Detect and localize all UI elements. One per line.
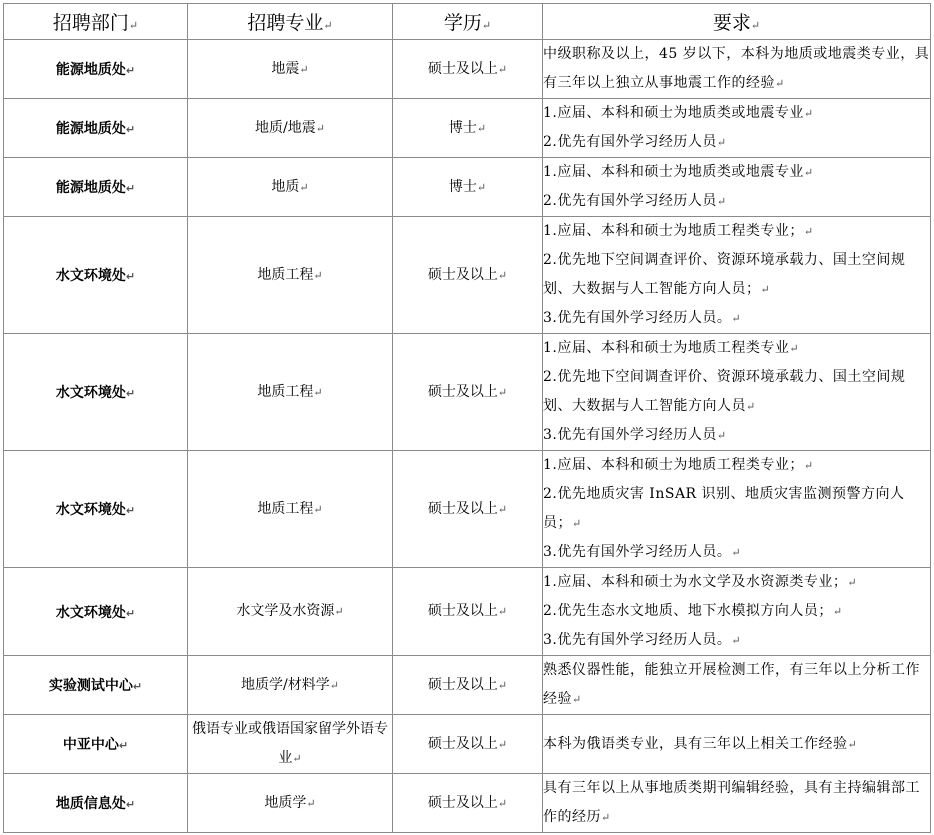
- requirement-line: 1.应届、本科和硕士为地质类或地震专业↵: [543, 164, 814, 180]
- paragraph-mark: ↵: [832, 605, 843, 618]
- requirement-line: 具有三年以上从事地质类期刊编辑经验，具有主持编辑部工作的经历↵: [543, 780, 920, 825]
- paragraph-mark: ↵: [306, 796, 316, 810]
- table-row: [4, 451, 931, 568]
- requirement-line: 2.优先地下空间调查评价、资源环境承载力、国土空间规划、大数据与人工智能方向人员；↵: [543, 252, 906, 297]
- paragraph-mark: ↵: [125, 798, 136, 811]
- cell-department: 水文环境处↵: [4, 568, 188, 656]
- paragraph-mark: ↵: [803, 107, 814, 120]
- paragraph-mark: ↵: [803, 225, 814, 238]
- cell-requirements: [543, 99, 931, 158]
- cell-requirements: [543, 656, 931, 715]
- paragraph-mark: ↵: [572, 517, 582, 530]
- requirement-line: 1.应届、本科和硕士为地质工程类专业；↵: [543, 223, 814, 239]
- requirement-line: 2.优先有国外学习经历人员↵: [543, 193, 727, 209]
- cell-major: 水文学及水资源↵: [188, 568, 393, 656]
- paragraph-mark: ↵: [716, 195, 727, 208]
- paragraph-mark: ↵: [125, 182, 136, 195]
- cell-major: 地质工程↵: [188, 334, 393, 451]
- cell-department: 水文环境处↵: [4, 334, 188, 451]
- table-header-row: [4, 4, 931, 40]
- requirement-line: 2.优先地下空间调查评价、资源环境承载力、国土空间规划、大数据与人工智能方向人员↵: [543, 369, 906, 414]
- requirement-line: 1.应届、本科和硕士为地质类或地震专业↵: [543, 105, 814, 121]
- table-row: [4, 40, 931, 99]
- paragraph-mark: ↵: [572, 693, 582, 706]
- paragraph-mark: ↵: [746, 400, 756, 413]
- requirement-line: 2.优先地质灾害 InSAR 识别、地质灾害监测预警方向人员；↵: [543, 486, 905, 531]
- cell-requirements: [543, 451, 931, 568]
- cell-major: 地质/地震↵: [188, 99, 393, 158]
- cell-department: 能源地质处↵: [4, 40, 188, 99]
- cell-department: 中亚中心↵: [4, 715, 188, 774]
- cell-requirements: [543, 568, 931, 656]
- paragraph-mark: ↵: [476, 180, 487, 194]
- table-row: [4, 568, 931, 656]
- paragraph-mark: ↵: [497, 737, 508, 751]
- paragraph-mark: ↵: [497, 62, 508, 76]
- cell-education: 博士↵: [393, 99, 543, 158]
- paragraph-mark: ↵: [125, 387, 136, 400]
- paragraph-mark: ↵: [789, 342, 800, 355]
- paragraph-mark: ↵: [313, 385, 323, 399]
- paragraph-mark: ↵: [118, 739, 129, 752]
- paragraph-mark: ↵: [299, 62, 309, 76]
- paragraph-mark: ↵: [128, 19, 139, 32]
- paragraph-mark: ↵: [292, 752, 302, 765]
- paragraph-mark: ↵: [125, 270, 136, 283]
- table-row: [4, 774, 931, 833]
- requirement-line: 中级职称及以上，45 岁以下，本科为地质或地震类专业，具有三年以上独立从事地震工作的经验↵: [543, 46, 930, 91]
- cell-education: 硕士及以上↵: [393, 568, 543, 656]
- table-row: [4, 158, 931, 217]
- cell-department: 水文环境处↵: [4, 217, 188, 334]
- requirement-line: 3.优先有国外学习经历人员。↵: [543, 544, 742, 560]
- paragraph-mark: ↵: [847, 576, 858, 589]
- cell-department: 能源地质处↵: [4, 158, 188, 217]
- paragraph-mark: ↵: [760, 283, 771, 296]
- requirement-line: 2.优先有国外学习经历人员↵: [543, 134, 727, 150]
- paragraph-mark: ↵: [497, 385, 508, 399]
- cell-education: 硕士及以上↵: [393, 715, 543, 774]
- paragraph-mark: ↵: [775, 77, 785, 90]
- paragraph-mark: ↵: [299, 180, 309, 194]
- recruitment-table: [3, 3, 931, 833]
- paragraph-mark: ↵: [125, 606, 136, 620]
- cell-education: 硕士及以上↵: [393, 217, 543, 334]
- paragraph-mark: ↵: [315, 121, 325, 135]
- cell-requirements: [543, 40, 931, 99]
- cell-education: 硕士及以上↵: [393, 774, 543, 833]
- paragraph-mark: ↵: [497, 796, 508, 810]
- paragraph-mark: ↵: [731, 546, 742, 559]
- requirement-line: 1.应届、本科和硕士为地质工程类专业；↵: [543, 457, 814, 473]
- cell-major: 地质学↵: [188, 774, 393, 833]
- paragraph-mark: ↵: [313, 268, 323, 282]
- table-row: [4, 99, 931, 158]
- paragraph-mark: ↵: [803, 166, 814, 179]
- paragraph-mark: ↵: [803, 459, 814, 472]
- requirement-line: 本科为俄语类专业，具有三年以上相关工作经验↵: [543, 735, 858, 752]
- paragraph-mark: ↵: [847, 737, 858, 751]
- requirement-line: 1.应届、本科和硕士为地质工程类专业↵: [543, 340, 800, 356]
- cell-education: 博士↵: [393, 158, 543, 217]
- paragraph-mark: ↵: [125, 504, 136, 517]
- table-row: [4, 334, 931, 451]
- cell-requirements: [543, 715, 931, 774]
- cell-department: 实验测试中心↵: [4, 656, 188, 715]
- paragraph-mark: ↵: [313, 502, 323, 516]
- table-row: [4, 656, 931, 715]
- paragraph-mark: ↵: [750, 19, 761, 32]
- requirement-line: 3.优先有国外学习经历人员↵: [543, 427, 727, 443]
- cell-education: 硕士及以上↵: [393, 334, 543, 451]
- paragraph-mark: ↵: [329, 678, 339, 692]
- paragraph-mark: ↵: [323, 19, 333, 32]
- cell-major: 地震↵: [188, 40, 393, 99]
- cell-education: 硕士及以上↵: [393, 451, 543, 568]
- header-requirements: 要求↵: [543, 4, 931, 40]
- requirement-line: 3.优先有国外学习经历人员。↵: [543, 310, 742, 326]
- paragraph-mark: ↵: [601, 811, 611, 824]
- cell-education: 硕士及以上↵: [393, 40, 543, 99]
- header-major: 招聘专业↵: [188, 4, 393, 40]
- cell-major: 地质工程↵: [188, 451, 393, 568]
- paragraph-mark: ↵: [716, 136, 727, 149]
- header-department: 招聘部门↵: [4, 4, 188, 40]
- paragraph-mark: ↵: [125, 123, 136, 136]
- paragraph-mark: ↵: [497, 678, 508, 692]
- cell-requirements: [543, 217, 931, 334]
- paragraph-mark: ↵: [731, 312, 742, 325]
- paragraph-mark: ↵: [476, 121, 487, 135]
- cell-department: 地质信息处↵: [4, 774, 188, 833]
- table-row: [4, 217, 931, 334]
- paragraph-mark: ↵: [125, 64, 136, 77]
- requirement-line: 1.应届、本科和硕士为水文学及水资源类专业；↵: [543, 574, 858, 590]
- cell-major: 地质↵: [188, 158, 393, 217]
- cell-major: 地质学/材料学↵: [188, 656, 393, 715]
- requirement-line: 3.优先有国外学习经历人员。↵: [543, 632, 742, 648]
- cell-department: 能源地质处↵: [4, 99, 188, 158]
- cell-department: 水文环境处↵: [4, 451, 188, 568]
- paragraph-mark: ↵: [497, 605, 508, 618]
- paragraph-mark: ↵: [334, 605, 344, 618]
- paragraph-mark: ↵: [716, 429, 727, 442]
- paragraph-mark: ↵: [497, 268, 508, 282]
- header-education: 学历↵: [393, 4, 543, 40]
- cell-requirements: [543, 774, 931, 833]
- paragraph-mark: ↵: [731, 634, 742, 647]
- cell-education: 硕士及以上↵: [393, 656, 543, 715]
- paragraph-mark: ↵: [132, 680, 143, 693]
- requirement-line: 2.优先生态水文地质、地下水模拟方向人员；↵: [543, 603, 843, 619]
- cell-major: 俄语专业或俄语国家留学外语专业↵: [188, 715, 393, 774]
- cell-major: 地质工程↵: [188, 217, 393, 334]
- paragraph-mark: ↵: [481, 19, 492, 32]
- cell-requirements: [543, 334, 931, 451]
- paragraph-mark: ↵: [497, 502, 508, 516]
- table-body: [4, 40, 931, 833]
- cell-requirements: [543, 158, 931, 217]
- requirement-line: 熟悉仪器性能，能独立开展检测工作，有三年以上分析工作经验↵: [543, 662, 920, 707]
- table-row: [4, 715, 931, 774]
